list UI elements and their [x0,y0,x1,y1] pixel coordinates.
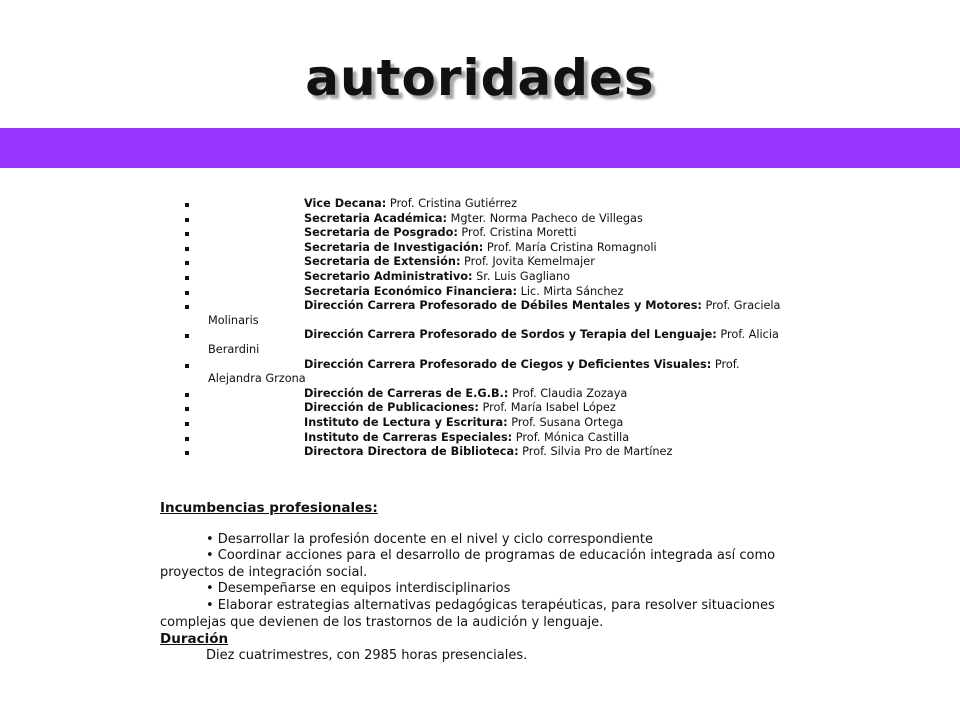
authority-item [180,328,790,357]
authority-role: Secretaria de Investigación: [304,240,484,254]
bullet-icon [185,437,189,441]
accent-band [0,128,960,168]
authority-item [180,285,790,300]
authority-name: Prof. Jovita Kemelmajer [460,255,595,269]
bullet-icon [185,276,189,280]
bullet-icon [185,218,189,222]
authority-role: Dirección de Publicaciones: [304,401,479,415]
incumbencias-section [160,500,780,664]
incumbencia-item: • Desarrollar la profesión docente en el nivel y ciclo correspondiente [206,531,653,547]
authority-name: Prof. Cristina Moretti [457,226,577,240]
incumbencias-heading: Incumbencias profesionales: [160,500,378,516]
authority-role: Instituto de Carreras Especiales: [304,430,513,444]
authority-name: Lic. Mirta Sánchez [517,284,624,298]
authority-role: Dirección Carrera Profesorado de Débiles Mentales y Motores: [304,299,702,313]
authority-name: Prof. Mónica Castilla [512,430,630,444]
authority-item [180,431,790,446]
authority-name: Sr. Luis Gagliano [472,269,571,283]
authority-name: Prof. Alejandra Grzona [208,357,740,386]
duracion-heading: Duración [160,631,229,648]
authority-item [180,445,790,460]
authorities-list [180,197,790,460]
authority-role: Secretaria Académica: [304,211,448,225]
authority-item [180,226,790,241]
incumbencia-item: • Coordinar acciones para el desarrollo de programas de educación integrada así como proyectos de integración social. [160,548,776,580]
authority-role: Secretaria de Posgrado: [304,226,458,240]
authority-role: Secretaria de Extensión: [304,255,461,269]
authority-name: Prof. Cristina Gutiérrez [386,197,518,210]
bullet-icon [185,451,189,455]
authority-role: Secretario Administrativo: [304,269,473,283]
authority-name: Prof. Alicia Berardini [208,328,779,356]
bullet-icon [185,203,189,207]
duracion-text: Diez cuatrimestres, con 2985 horas presenciales. [206,647,528,663]
authority-name: Mgter. Norma Pacheco de Villegas [447,211,643,225]
bullet-icon [185,247,189,251]
authority-name: Prof. Claudia Zozaya [508,386,628,400]
authority-role: Vice Decana: [304,197,387,210]
bullet-icon [185,232,189,236]
bullet-icon [185,291,189,295]
authority-item [180,197,790,212]
authority-role: Secretaria Económico Financiera: [304,284,518,298]
bullet-icon [185,422,189,426]
authority-role: Dirección Carrera Profesorado de Ciegos y Deficientes Visuales: [304,357,712,371]
authority-role: Dirección de Carreras de E.G.B.: [304,386,509,400]
authority-item [180,299,790,328]
bullet-icon [185,393,189,397]
bullet-icon [185,334,189,338]
incumbencia-item: • Desempeñarse en equipos interdisciplinarios [206,581,511,597]
bullet-icon [185,407,189,411]
authority-name: Prof. María Isabel López [478,401,616,415]
authority-role: Instituto de Lectura y Escritura: [304,415,508,429]
authority-item [180,212,790,227]
authority-item [180,358,790,387]
authority-role: Dirección Carrera Profesorado de Sordos y Terapia del Lenguaje: [304,328,717,342]
authority-item [180,416,790,431]
authority-item [180,241,790,256]
authority-item [180,387,790,402]
authority-name: Prof. Silvia Pro de Martínez [518,445,673,459]
page-title: autoridades [305,49,655,107]
authority-item [180,401,790,416]
authority-name: Prof. María Cristina Romagnoli [483,240,657,254]
bullet-icon [185,305,189,309]
authority-name: Prof. Graciela Molinaris [208,299,781,327]
authority-item [180,270,790,285]
bullet-icon [185,364,189,368]
authority-item [180,255,790,270]
incumbencia-item: • Elaborar estrategias alternativas pedagógicas terapéuticas, para resolver situaciones complejas que devienen de los trastornos de la audición y lenguaje. [160,597,775,630]
bullet-icon [185,261,189,265]
authority-role: Directora Directora de Biblioteca: [304,445,519,459]
authority-name: Prof. Susana Ortega [507,415,624,429]
